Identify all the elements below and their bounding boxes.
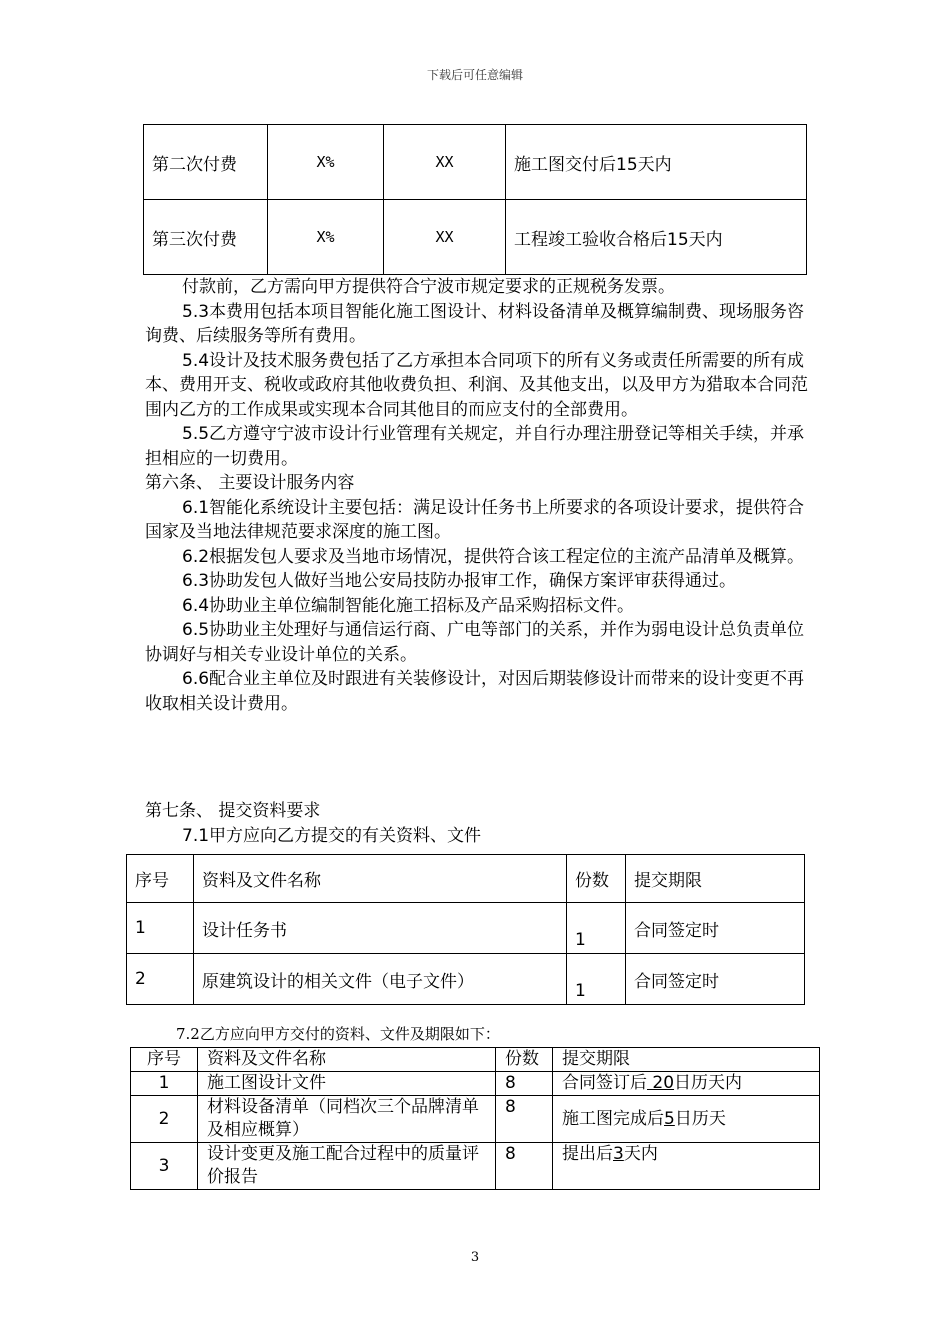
paragraph: 5.3本费用包括本项目智能化施工图设计、材料设备清单及概算编制费、现场服务咨询费、后续服务等所有费用。 xyxy=(145,301,805,346)
section-seven xyxy=(145,799,810,848)
table-row xyxy=(127,903,805,954)
client-documents-table xyxy=(126,854,805,1005)
table-row xyxy=(127,954,805,1005)
cell-name: 设计变更及施工配合过程中的质量评价报告 xyxy=(198,1143,496,1190)
payment-amount: XX xyxy=(384,125,506,200)
table-caption: 7.2乙方应向甲方交付的资料、文件及期限如下： xyxy=(176,1025,500,1043)
column-header: 序号 xyxy=(131,1048,198,1072)
column-header: 提交期限 xyxy=(553,1048,820,1072)
payment-label: 第三次付费 xyxy=(144,200,268,275)
cell-copies: 1 xyxy=(567,954,626,1005)
section-heading: 第七条、 提交资料要求 xyxy=(145,801,321,821)
table-header-row xyxy=(127,855,805,903)
cell-no: 3 xyxy=(131,1143,198,1190)
cell-copies: 8 xyxy=(496,1072,553,1096)
cell-no: 1 xyxy=(127,903,194,954)
column-header: 份数 xyxy=(496,1048,553,1072)
cell-name: 材料设备清单（同档次三个品牌清单及相应概算） xyxy=(198,1096,496,1143)
column-header: 资料及文件名称 xyxy=(194,855,567,903)
cell-no: 2 xyxy=(131,1096,198,1143)
column-header: 份数 xyxy=(567,855,626,903)
cell-copies: 8 xyxy=(496,1096,553,1143)
table-row xyxy=(131,1096,820,1143)
column-header: 资料及文件名称 xyxy=(198,1048,496,1072)
paragraph: 7.1甲方应向乙方提交的有关资料、文件 xyxy=(182,825,482,846)
cell-no: 1 xyxy=(131,1072,198,1096)
payment-amount: XX xyxy=(384,200,506,275)
column-header: 提交期限 xyxy=(626,855,805,903)
contractor-deliverables-table xyxy=(130,1047,820,1190)
clause-text xyxy=(145,275,810,716)
cell-name: 原建筑设计的相关文件（电子文件） xyxy=(194,954,567,1005)
payment-percent: X% xyxy=(268,200,384,275)
section-heading: 第六条、 主要设计服务内容 xyxy=(145,473,355,493)
page-number: 3 xyxy=(470,1250,480,1265)
payment-percent: X% xyxy=(268,125,384,200)
paragraph: 5.5乙方遵守宁波市设计行业管理有关规定，并自行办理注册登记等相关手续，并承担相应的一切费用。 xyxy=(145,424,805,469)
column-header: 序号 xyxy=(127,855,194,903)
paragraph: 6.6配合业主单位及时跟进有关装修设计，对因后期装修设计而带来的设计变更不再收取相关设计费用。 xyxy=(145,669,805,714)
paragraph: 5.4设计及技术服务费包括了乙方承担本合同项下的所有义务或责任所需要的所有成本、费用开支、税收或政府其他收费负担、利润、及其他支出，以及甲方为猎取本合同范围内乙方的工作成果或实现本合同其他目的而应支付的全部费用。 xyxy=(145,350,808,420)
table-header-row xyxy=(131,1048,820,1072)
paragraph: 6.2根据发包人要求及当地市场情况，提供符合该工程定位的主流产品清单及概算。 xyxy=(182,546,805,567)
payment-table xyxy=(143,124,807,275)
cell-deadline: 合同签订后 20日历天内 xyxy=(553,1072,820,1096)
paragraph: 付款前，乙方需向甲方提供符合宁波市规定要求的正规税务发票。 xyxy=(182,277,675,297)
paragraph: 6.4协助业主单位编制智能化施工招标及产品采购招标文件。 xyxy=(182,595,635,616)
cell-no: 2 xyxy=(127,954,194,1005)
cell-copies: 1 xyxy=(567,903,626,954)
paragraph: 6.3协助发包人做好当地公安局技防办报审工作，确保方案评审获得通过。 xyxy=(182,571,737,591)
cell-copies: 8 xyxy=(496,1143,553,1190)
payment-condition: 工程竣工验收合格后15天内 xyxy=(506,200,807,275)
table-row xyxy=(144,200,807,275)
paragraph: 6.1智能化系统设计主要包括：满足设计任务书上所要求的各项设计要求，提供符合国家及当地法律规范要求深度的施工图。 xyxy=(145,497,805,542)
paragraph: 6.5协助业主处理好与通信运行商、广电等部门的关系，并作为弱电设计总负责单位协调好与相关专业设计单位的关系。 xyxy=(145,620,805,665)
cell-deadline: 提出后3天内 xyxy=(553,1143,820,1190)
cell-deadline: 合同签定时 xyxy=(626,954,805,1005)
table-row xyxy=(131,1072,820,1096)
payment-condition: 施工图交付后15天内 xyxy=(506,125,807,200)
cell-deadline: 合同签定时 xyxy=(626,903,805,954)
table-row xyxy=(131,1143,820,1190)
page-header: 下载后可任意编辑 xyxy=(426,68,523,82)
payment-label: 第二次付费 xyxy=(144,125,268,200)
table-row xyxy=(144,125,807,200)
cell-deadline: 施工图完成后5日历天 xyxy=(553,1096,820,1143)
cell-name: 设计任务书 xyxy=(194,903,567,954)
cell-name: 施工图设计文件 xyxy=(198,1072,496,1096)
